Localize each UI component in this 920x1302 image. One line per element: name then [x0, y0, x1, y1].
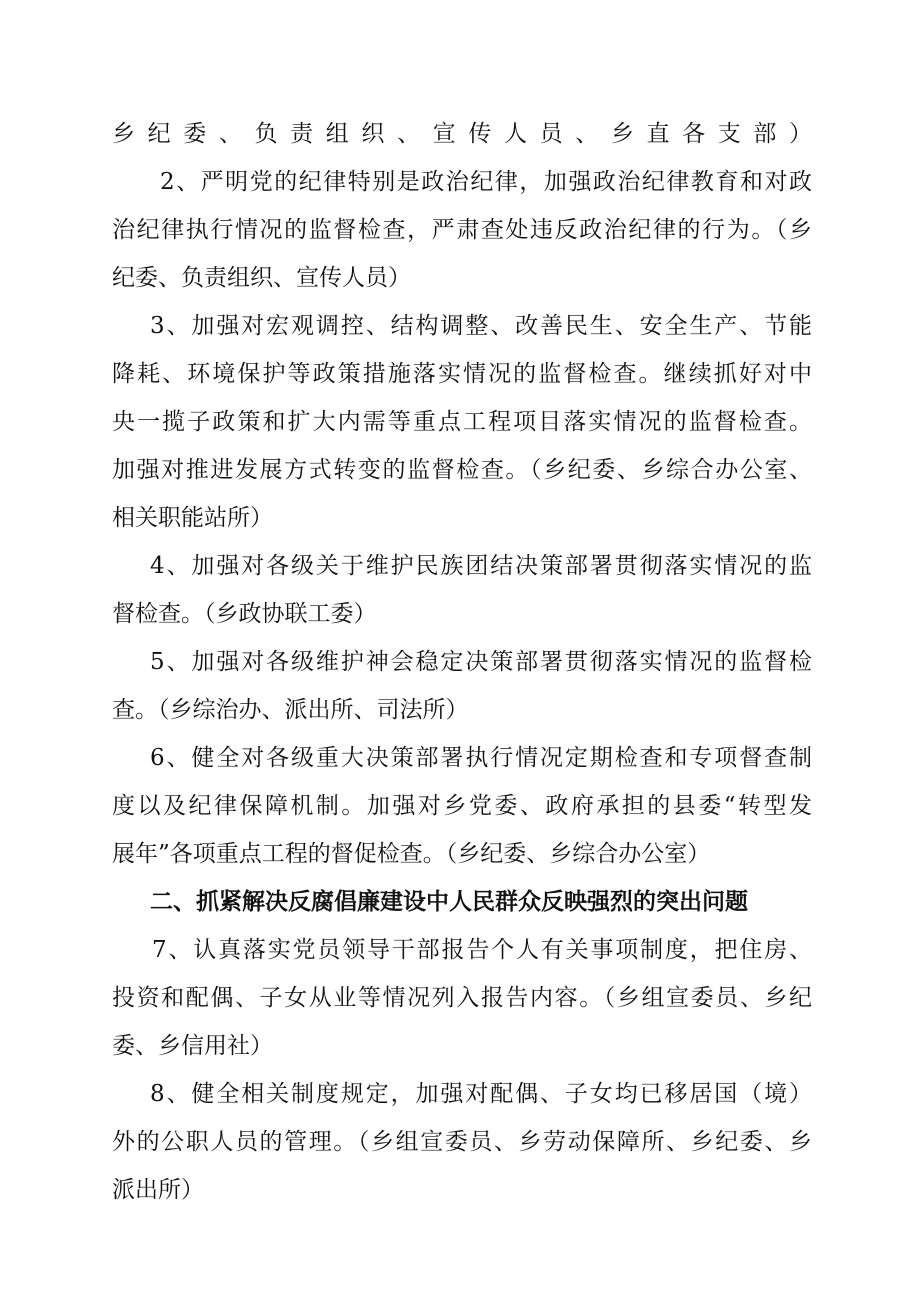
text-line: 8、健全相关制度规定，加强对配偶、子女均已移居国（境）: [150, 1081, 812, 1107]
text-line: 纪委、负责组织、宣传人员）: [112, 265, 411, 291]
document-body: [112, 110, 812, 1214]
text-line: 3、加强对宏观调控、结构调整、改善民生、安全生产、节能: [150, 313, 812, 339]
text-line: 治纪律执行情况的监督检查，严肃查处违反政治纪律的行为。（乡: [112, 217, 812, 243]
text-line: 度以及纪律保障机制。加强对乡党委、政府承担的县委“转型发: [112, 793, 812, 819]
text-line: 央一揽子政策和扩大内需等重点工程项目落实情况的监督检查。: [112, 409, 812, 435]
text-line: 5、加强对各级维护神会稳定决策部署贯彻落实情况的监督检: [150, 649, 812, 675]
text-line: 4、加强对各级关于维护民族团结决策部署贯彻落实情况的监: [150, 553, 812, 579]
section-heading: 二、抓紧解决反腐倡廉建设中人民群众反映强烈的突出问题: [150, 889, 748, 915]
text-line: 7、认真落实党员领导干部报告个人有关事项制度，把住房、: [152, 937, 812, 963]
text-line: 加强对推进发展方式转变的监督检查。（乡纪委、乡综合办公室、: [112, 457, 812, 483]
text-line: 乡纪委、负责组织、宣传人员、乡直各支部）: [112, 121, 812, 147]
text-line: 督检查。（乡政协联工委）: [112, 601, 377, 627]
text-line: 相关职能站所）: [112, 505, 273, 531]
text-line: 委、乡信用社）: [112, 1033, 273, 1059]
text-line: 外的公职人员的管理。（乡组宣委员、乡劳动保障所、乡纪委、乡: [112, 1129, 812, 1155]
text-line: 6、健全对各级重大决策部署执行情况定期检查和专项督查制: [150, 745, 812, 771]
text-line: 降耗、环境保护等政策措施落实情况的监督检查。继续抓好对中: [112, 361, 812, 387]
text-line: 派出所）: [112, 1177, 204, 1203]
text-line: 查。（乡综治办、派出所、司法所）: [112, 697, 469, 723]
text-line: 展年”各项重点工程的督促检查。（乡纪委、乡综合办公室）: [112, 841, 711, 867]
text-line: 投资和配偶、子女从业等情况列入报告内容。（乡组宣委员、乡纪: [112, 985, 812, 1011]
text-line: 2、严明党的纪律特别是政治纪律，加强政治纪律教育和对政: [160, 169, 812, 195]
